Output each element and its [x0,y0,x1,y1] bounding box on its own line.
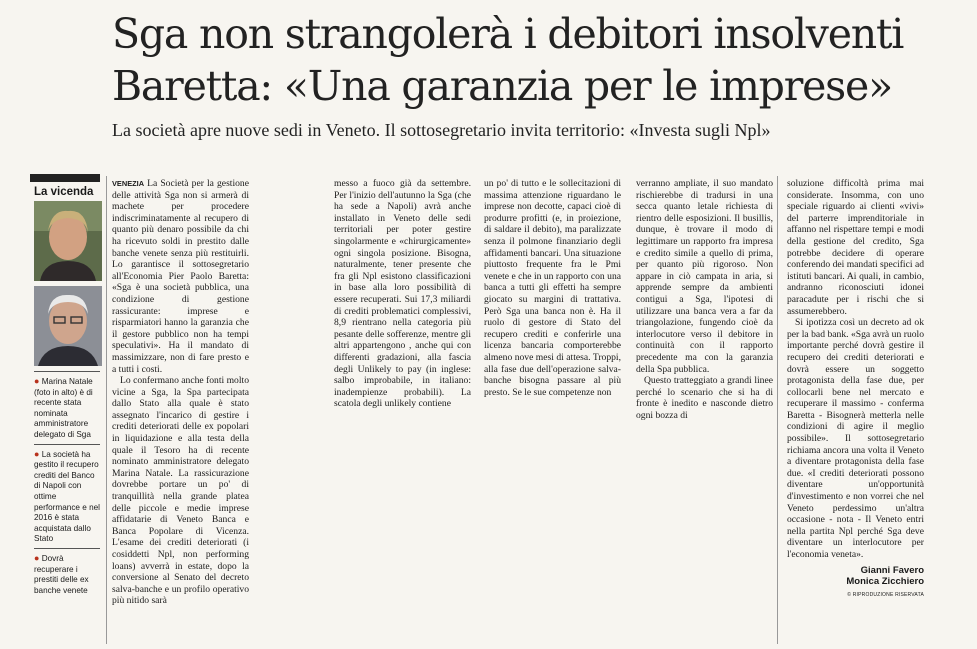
article-column-1: VENEZIA La Società per la gestione delle attività Sga non si armerà di machete per procedere indiscriminatamente al recupero di quanto più denaro possibile da chi ha ricevuto soldi in prestito dalle banche venete senza più restituirli. Lo garantisce il sottosegretario all'Economia Pier Paolo Baretta: «Sga è una società pubblica, una condizione di gestione rassicurante: imprese e risparmiatori hanno la garanzia che il gestore pubblico non ha tempi speculativi». Ha il mandato di massimizzare, non di fare presto e a tutti i costi. Lo confermano anche fonti molto vicine a Sga, la Spa partecipata dallo Stato alla quale è stato assegnato l'incarico di gestire i crediti deteriorati delle ex popolari in liquidazione e alla testa della quale il Tesoro ha di recente nominato amministratore delegato Marina Natale. La rassicurazione dovrebbe portare un po' di tranquillità nella grande platea delle piccole e medie imprese affidatarie di Veneto Banca e Banca Popolare di Vicenza. L'esame dei crediti deteriorati (i cosiddetti Npl, non performing loans) avverrà in estate, dopo la conversione al Senato del decreto salva-banche e un profilo operativo più nitido sarà [112,178,249,607]
sidebar-bar [30,174,100,182]
sidebar-title: La vicenda [34,186,94,198]
sidebar-note: ● Dovrà recuperare i prestiti delle ex banche venete [34,548,100,599]
headline-line-2: Baretta: «Una garanzia per le imprese» [112,62,892,110]
byline [787,565,924,587]
sidebar-note: ● Marina Natale (foto in alto) è di recente stata nominata amministratore delegato di Sga [34,371,100,444]
article-column-4: verranno ampliate, il suo mandato rischierebbe di tradursi in una secca quanto letale richiesta di rientro delle esposizioni. Il busillis, dunque, è trovare il modo di legittimare un rapporto fra impresa e credito simile a quello di prima, per quanto più rigoroso. Non appare in ciò campata in aria, si apprende sempre da ambienti contigui a Sga, l'ipotesi di utilizzare una banca vera a far da triangolazione, fungendo cioè da interlocutore verso il debitore in continuità con il rapporto precedente ma con la garanzia della Spa pubblica. Questo tratteggiato a grandi linee perché lo scenario che si ha di fronte è inedito e nasconde dietro ogni bozza di [636,178,773,421]
bullet-icon: ● [34,552,40,563]
sidebar-la-vicenda [30,174,100,599]
article-column-5: soluzione difficoltà prima mai considerate. Insomma, con uno speciale riguardo ai clienti «vivi» del parterre imprenditoriale in affanno nel rispettare tempi e modi della gestione del credito, Sga potrebbe decidere di operare conferendo dei mandati specifici ad istituti bancari. Ai quali, in cambio, andranno riconosciuti idonei paracadute per i rischi che si assumerebbero. Si ipotizza così un decreto ad ok per la bad bank. «Sga avrà un ruolo importante perché dovrà gestire il recupero dei crediti deteriorati e dovrà essere un soggetto protagonista della fase due, per collocarli bene nel mercato e recuperare il massimo - conferma Baretta - Bisognerà metterla nelle condizioni di agire il meglio possibile». Il sottosegretario richiama ancora una volta il Veneto a diventare protagonista della fase due. «I crediti deteriorati possono diventare un'opportunità d'investimento e non vorrei che nel Veneto perdessimo un'altra occasione - nota - Il Veneto entri nella partita Npl perché Sga deve diventare un interlocutore per l'economia veneta». Gianni Favero Monica Zicchiero © RIPRODUZIONE RISERVATA [787,178,924,601]
portrait-pier-paolo-baretta [34,286,102,366]
article-column-3: un po' di tutto e le sollecitazioni di massima attenzione riguardano le imprese non decotte, capaci cioè di produrre profitti (e, in proiezione, di saldare il debito), ma paralizzate senza il polmone finanziario degli affidamenti bancari. Una situazione piuttosto frequente fra le Pmi venete e che in un rapporto con una banca a tutti gli effetti ha sempre giocato su margini di trattativa. Però Sga una banca non è. Ha il ruolo di gestore di Stato del recupero crediti e conferirle una licenza bancaria comporterebbe almeno nove mesi di attesa. Troppi, alla fase due dell'operazione salva-banche bisogna passare al più presto. Se le sue competenze non [484,178,621,398]
copyright-notice: © RIPRODUZIONE RISERVATA [847,591,924,598]
headline [112,8,972,112]
column-divider [106,176,107,644]
author-name: Gianni Favero [860,564,924,576]
bullet-icon: ● [34,376,40,386]
article-column-2: messo a fuoco già da settembre. Per l'inizio dell'autunno la Sga (che ha sede a Napoli) avrà anche installato in Veneto delle sedi territoriali per poter gestire singolarmente e «chirurgicamente» ogni singola posizione. Bisogna, naturalmente, tener presente che fra gli Npl esistono classificazioni in base alla loro possibilità di essere recuperati. Sui 17,3 miliardi di crediti problematici complessivi, 8,9 rientrano nella categoria più pesante delle sofferenze, mentre gli altri appartengono , anche qui con differenti gradazioni, alla fascia degli Unlikely to pay (in inglese: salbo improbabile, in italiano: inadempienze probabili). La scatola degli unlikely contiene [334,178,471,410]
subheadline: La società apre nuove sedi in Veneto. Il sottosegretario invita territorio: «Investa sugli Npl» [112,120,771,140]
portrait-marina-natale [34,201,102,281]
dateline: VENEZIA [112,179,145,188]
bullet-icon: ● [34,448,40,459]
headline-line-1: Sga non strangolerà i debitori insolventi [112,10,904,58]
column-divider [777,176,778,644]
author-name: Monica Zicchiero [846,575,924,587]
sidebar-note: ● La società ha gestito il recupero crediti del Banco di Napoli con ottime performance e nel 2016 è stata acquistata dallo Stato [34,444,100,548]
